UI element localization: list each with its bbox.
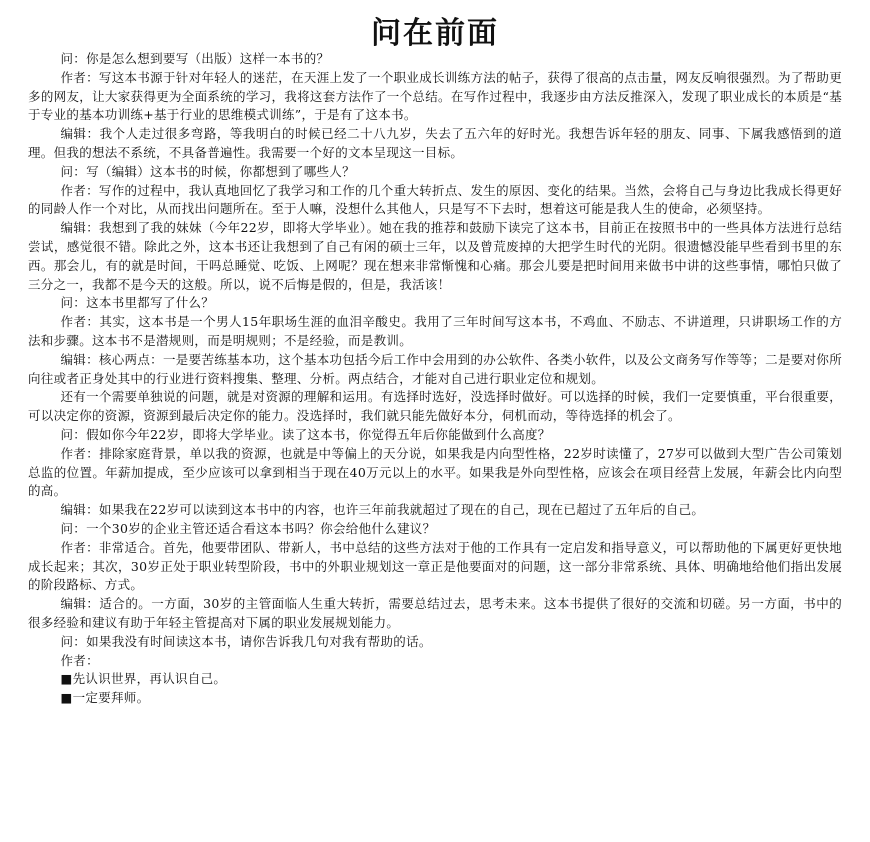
page-title: 问在前面 (371, 16, 499, 51)
question-manager: 问：一个30岁的企业主管还适合看这本书吗？你会给他什么建议？ (60, 520, 436, 536)
question-advice: 问：如果我没有时间读这本书，请你告诉我几句对我有帮助的话。 (60, 633, 432, 649)
bullet-advice-2: ■一定要拜师。 (60, 690, 150, 706)
answer-author-people: 作者：写作的过程中，我认真地回忆了我学习和工作的几个重大转折点、发生的原因、变化的结果。当然，会将自己与身边比我成长得更好的同龄人作一个对比，从而找出问题所在。至于人嘛，没想什么其他人，只是写不下去时，想着这可能是我人生的使命，必须坚持。 (28, 182, 842, 217)
answer-editor-manager: 编辑：适合的。一方面，30岁的主管面临人生重大转折，需要总结过去，思考未来。这本书提供了很好的交流和切磋。另一方面，书中的很多经验和建议有助于年轻主管提高对下属的职业发展规划能力。 (28, 596, 842, 630)
bullet-advice-1: ■先认识世界，再认识自己。 (60, 671, 227, 687)
answer-editor-five-years: 编辑：如果我在22岁可以读到这本书中的内容，也许三年前我就超过了现在的自己，现在已超过了五年后的自己。 (60, 502, 705, 518)
answer-author-content: 作者：其实，这本书是一个男人15年职场生涯的血泪辛酸史。我用了三年时间写这本书，不鸡血、不励志、不讲道理，只讲职场工作的方法和步骤。这本书不是潜规则，而是明规则；不是经验，而是教训。 (28, 314, 842, 348)
question-content: 问：这本书里都写了什么？ (60, 295, 215, 311)
answer-editor-intro: 编辑：我个人走过很多弯路，等我明白的时候已经二十八九岁，失去了五六年的好时光。我想告诉年轻的朋友、同事、下属我感悟到的道理。但我的想法不系统，不具备普遍性。我需要一个好的文本呈现这一目标。 (28, 126, 842, 160)
question-five-years: 问：假如你今年22岁，即将大学毕业。读了这本书，你觉得五年后你能做到什么高度？ (60, 426, 551, 442)
answer-author-intro: 作者：写这本书源于针对年轻人的迷茫，在天涯上发了一个职业成长训练方法的帖子，获得了很高的点击量，网友反响很强烈。为了帮助更多的网友，让大家获得更为全面系统的学习，我将这套方法作了一个总结。在写作过程中，我逐步由方法反推深入，发现了职业成长的本质是“基于专业的基本功训练+基于行业的思维模式训练”，于是有了这本书。 (28, 69, 842, 123)
answer-editor-content: 编辑：核心两点：一是要苦练基本功，这个基本功包括今后工作中会用到的办公软件、各类小软件，以及公文商务写作等等；二是要对你所向往或者正身处其中的行业进行资料搜集、整理、分析。两点结合，才能对自己进行职业定位和规划。 (28, 351, 842, 386)
answer-editor-people: 编辑：我想到了我的妹妹（今年22岁，即将大学毕业）。她在我的推荐和鼓励下读完了这本书，目前正在按照书中的一些具体方法进行总结尝试，感觉很不错。除此之外，这本书还让我想到了自己有闲的硕士三年，以及曾荒废掉的大把学生时代的光阴。很遗憾没能早些看到书里的东西。那会儿，有的就是时间，干吗总睡觉、吃饭、上网呢？现在想来非常惭愧和心痛。那会儿要是把时间用来做书中讲的这些事情，哪怕只做了三分之一，我都不是今天的这般。所以，说不后悔是假的，但是，我活该！ (28, 220, 842, 292)
answer-author-five-years: 作者：排除家庭背景，单以我的资源，也就是中等偏上的天分说，如果我是内向型性格，22岁时读懂了，27岁可以做到大型广告公司策划总监的位置。年薪加提成，至少应该可以拿到相当于现在40万元以上的水平。如果我是外向型性格，应该会在项目经营上发展，年薪会比内向型的高。 (28, 445, 842, 499)
body-text (28, 50, 842, 708)
answer-author-manager: 作者：非常适合。首先，他要带团队、带新人，书中总结的这些方法对于他的工作具有一定启发和指导意义，可以帮助他的下属更好更快地成长起来；其次，30岁正处于职业转型阶段，书中的外职业规划这一章正是他要面对的问题，这一部分非常系统、具体、明确地给他们指出发展的阶段路标、方式。 (28, 539, 842, 593)
question-people: 问：写（编辑）这本书的时候，你都想到了哪些人？ (60, 163, 355, 179)
answer-author-advice: 作者： (60, 652, 99, 668)
paragraph-resources: 还有一个需要单独说的问题，就是对资源的理解和运用。有选择时选好，没选择时做好。可以选择的时候，我们一定要慎重，平台很重要，可以决定你的资源，资源到最后决定你的能力。没选择时，我们就只能先做好本分，伺机而动，等待选择的机会了。 (28, 389, 842, 424)
question-intro: 问：你是怎么想到要写（出版）这样一本书的？ (60, 51, 330, 66)
